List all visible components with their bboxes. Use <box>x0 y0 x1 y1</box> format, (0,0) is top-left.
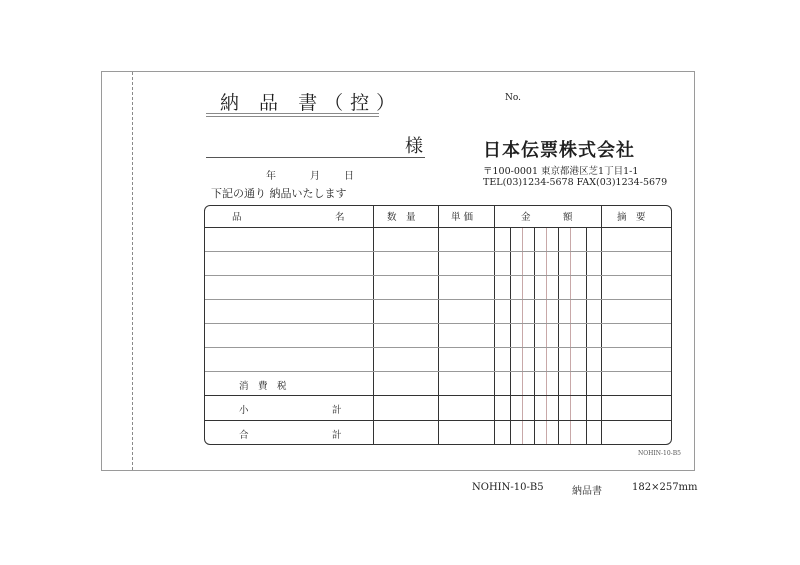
footer-product-size: 182×257mm <box>632 482 698 493</box>
row-line <box>205 275 671 276</box>
row-line-subtotal <box>205 420 671 421</box>
header-amount-right: 額 <box>563 212 573 223</box>
document-title: 納 品 書（控） <box>220 92 403 114</box>
delivery-note: 下記の通り 納品いたします <box>211 187 347 200</box>
total-label-left: 合 <box>239 430 249 441</box>
recipient-line <box>206 157 425 158</box>
number-label: No. <box>505 93 521 103</box>
title-underline-2 <box>206 116 379 117</box>
row-line <box>205 251 671 252</box>
col-line-qty <box>373 206 374 444</box>
row-line <box>205 347 671 348</box>
footer-product-name: 納品書 <box>572 486 602 497</box>
date-year-label: 年 <box>266 171 276 182</box>
form-code: NOHIN-10-B5 <box>638 450 681 457</box>
total-label-right: 計 <box>332 430 342 441</box>
col-line-remarks <box>601 206 602 444</box>
digit-line <box>534 227 535 444</box>
digit-line <box>510 227 511 444</box>
row-line-tax <box>205 395 671 396</box>
header-item-left: 品 <box>232 212 242 223</box>
date-day-label: 日 <box>344 171 354 182</box>
header-unit-price: 単 価 <box>451 212 474 223</box>
header-item-right: 名 <box>335 212 345 223</box>
digit-line <box>522 227 523 444</box>
company-phone: TEL(03)1234-5678 FAX(03)1234-5679 <box>483 177 668 188</box>
col-line-price <box>438 206 439 444</box>
digit-line <box>570 227 571 444</box>
digit-line <box>558 227 559 444</box>
header-divider <box>205 227 671 228</box>
row-line <box>205 299 671 300</box>
date-month-label: 月 <box>310 171 320 182</box>
company-address: 〒100-0001 東京都港区芝1丁目1-1 <box>483 166 639 177</box>
header-remarks: 摘 要 <box>617 212 646 223</box>
digit-line <box>546 227 547 444</box>
header-amount-left: 金 <box>521 212 531 223</box>
row-line <box>205 371 671 372</box>
items-table <box>204 205 672 445</box>
row-line <box>205 323 671 324</box>
company-name: 日本伝票株式会社 <box>483 140 635 161</box>
tax-label: 消 費 税 <box>239 381 287 392</box>
header-quantity: 数 量 <box>387 212 416 223</box>
subtotal-label-right: 計 <box>332 405 342 416</box>
digit-line <box>586 227 587 444</box>
perforation-line <box>132 72 133 470</box>
col-line-amount <box>494 206 495 444</box>
subtotal-label-left: 小 <box>239 405 249 416</box>
recipient-suffix: 様 <box>405 136 423 157</box>
footer-product-code: NOHIN-10-B5 <box>472 482 544 493</box>
title-underline-1 <box>206 113 379 114</box>
